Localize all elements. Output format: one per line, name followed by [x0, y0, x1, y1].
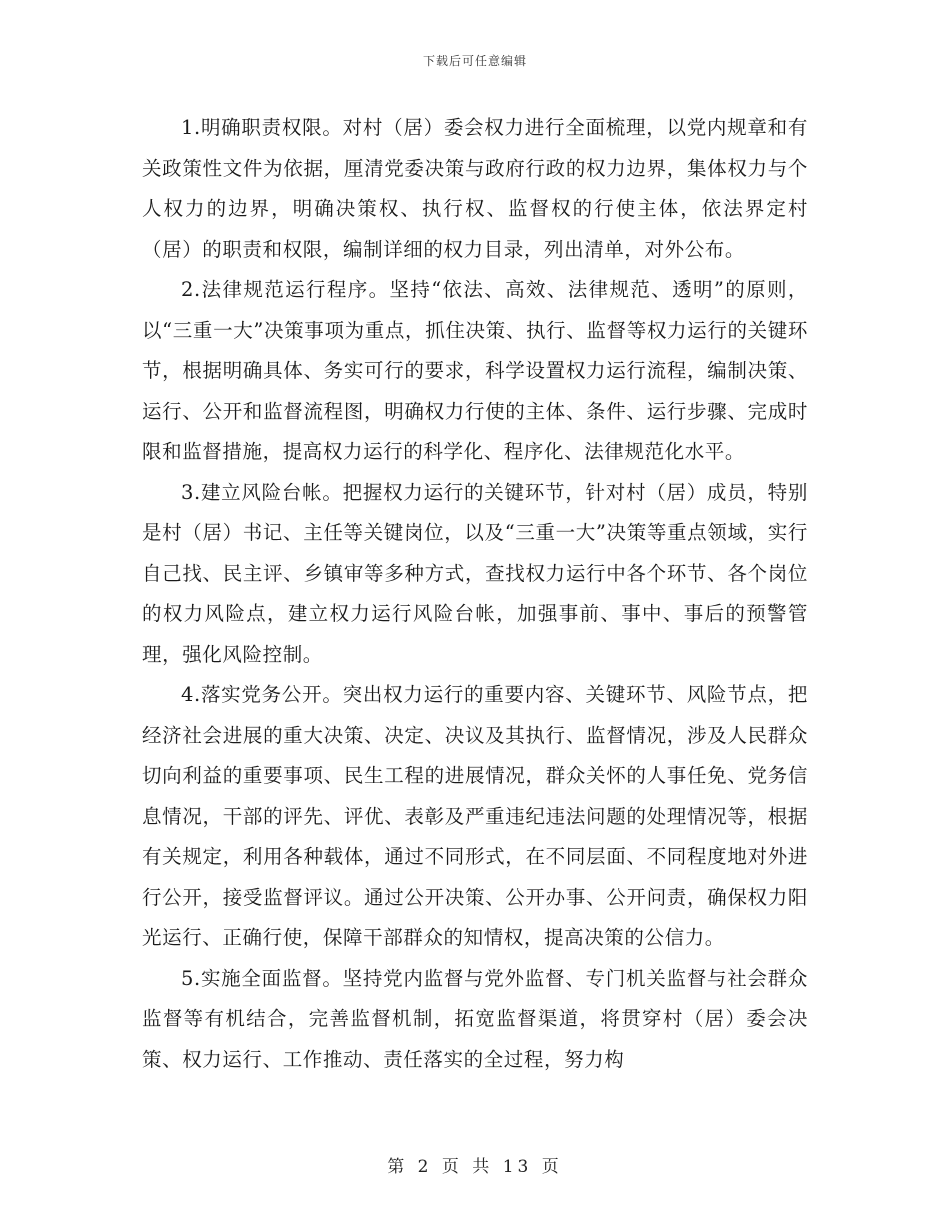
page-header: 下载后可任意编辑 — [422, 54, 527, 68]
paragraph-3: 3.建立风险台帐。把握权力运行的关键环节，针对村（居）成员，特别是村（居）书记、主任等关键岗位，以及“三重一大”决策等重点领域，实行自己找、民主评、乡镇审等多种方式，查找权力运行中各个环节、各个岗位的权力风险点，建立权力运行风险台帐，加强事前、事中、事后的预警管理，强化风险控制。 — [142, 480, 808, 666]
document-body — [142, 108, 808, 1080]
paragraph-5: 5.实施全面监督。坚持党内监督与党外监督、专门机关监督与社会群众监督等有机结合，完善监督机制，拓宽监督渠道，将贯穿村（居）委会决策、权力运行、工作推动、责任落实的全过程，努力构 — [142, 966, 808, 1071]
page-number-footer: 第 2 页 共 13 页 — [387, 1157, 563, 1177]
paragraph-2: 2.法律规范运行程序。坚持“依法、高效、法律规范、透明”的原则，以“三重一大”决策事项为重点，抓住决策、执行、监督等权力运行的关键环节，根据明确具体、务实可行的要求，科学设置权力运行流程，编制决策、运行、公开和监督流程图，明确权力行使的主体、条件、运行步骤、完成时限和监督措施，提高权力运行的科学化、程序化、法律规范化水平。 — [142, 278, 808, 463]
paragraph-4: 4.落实党务公开。突出权力运行的重要内容、关键环节、风险节点，把经济社会进展的重大决策、决定、决议及其执行、监督情况，涉及人民群众切向利益的重要事项、民生工程的进展情况，群众关怀的人事任免、党务信息情况，干部的评先、评优、表彰及严重违纪违法问题的处理情况等，根据有关规定，利用各种载体，通过不同形式，在不同层面、不同程度地对外进行公开，接受监督评议。通过公开决策、公开办事、公开问责，确保权力阳光运行、正确行使，保障干部群众的知情权，提高决策的公信力。 — [142, 683, 808, 949]
paragraph-1: 1.明确职责权限。对村（居）委会权力进行全面梳理，以党内规章和有关政策性文件为依据，厘清党委决策与政府行政的权力边界，集体权力与个人权力的边界，明确决策权、执行权、监督权的行使主体，依法界定村（居）的职责和权限，编制详细的权力目录，列出清单，对外公布。 — [142, 116, 808, 261]
